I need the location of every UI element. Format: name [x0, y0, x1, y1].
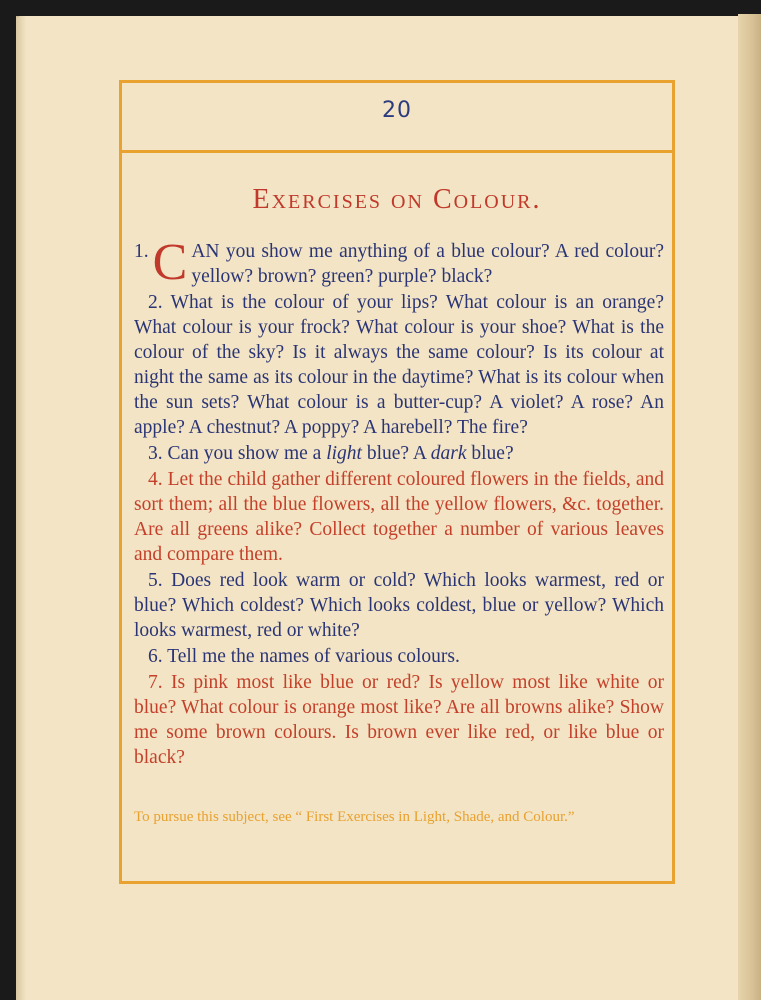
- exercise-3-text-a: 3. Can you show me a: [148, 443, 327, 464]
- exercise-3-text-b: blue? A: [361, 443, 431, 464]
- exercise-1: [134, 239, 664, 289]
- drop-cap: C: [152, 239, 188, 289]
- exercise-3-dark: dark: [430, 443, 467, 464]
- footnote: To pursue this subject, see “ First Exercises in Light, Shade, and Colour.”: [134, 809, 575, 825]
- exercise-3-text-c: blue?: [466, 443, 514, 464]
- page-title: Exercises on Colour.: [252, 184, 542, 215]
- exercise-3-light: light: [326, 443, 362, 464]
- exercise-5: 5. Does red look warm or cold? Which looks warmest, red or blue? Which coldest? Which looks coldest, blue or yellow? Which looks warmest, red or white?: [134, 570, 664, 641]
- exercise-2: 2. What is the colour of your lips? What colour is an orange? What colour is your frock? What colour is your shoe? What is the colour of the sky? Is it always the same colour? Is its colour at night the same as its colour in the daytime? What is its colour when the sun sets? What colour is a butter-cup? A violet? A rose? An apple? A chestnut? A poppy? A harebell? The fire?: [134, 292, 664, 438]
- exercise-4: 4. Let the child gather different coloured flowers in the fields, and sort them; all the blue flowers, all the yellow flowers, &c. together. Are all greens alike? Collect together a number of various leaves and compare them.: [134, 469, 664, 565]
- page-gutter-shade: [16, 16, 26, 1000]
- header-rule: [119, 150, 675, 153]
- exercise-3: [134, 441, 664, 466]
- exercise-text: [134, 239, 664, 771]
- exercise-6: 6. Tell me the names of various colours.: [148, 646, 460, 667]
- exercise-1-text: AN you show me anything of a blue colour? A red colour? yellow? brown? green? purple? black?: [191, 241, 664, 287]
- page-number: 20: [382, 98, 412, 123]
- next-page-edge: [738, 14, 761, 1000]
- exercise-7: 7. Is pink most like blue or red? Is yellow most like white or blue? What colour is orange most like? Are all browns alike? Show me some brown colours. Is brown ever like red, or like blue or black?: [134, 672, 664, 768]
- exercise-1-number: 1.: [134, 241, 149, 262]
